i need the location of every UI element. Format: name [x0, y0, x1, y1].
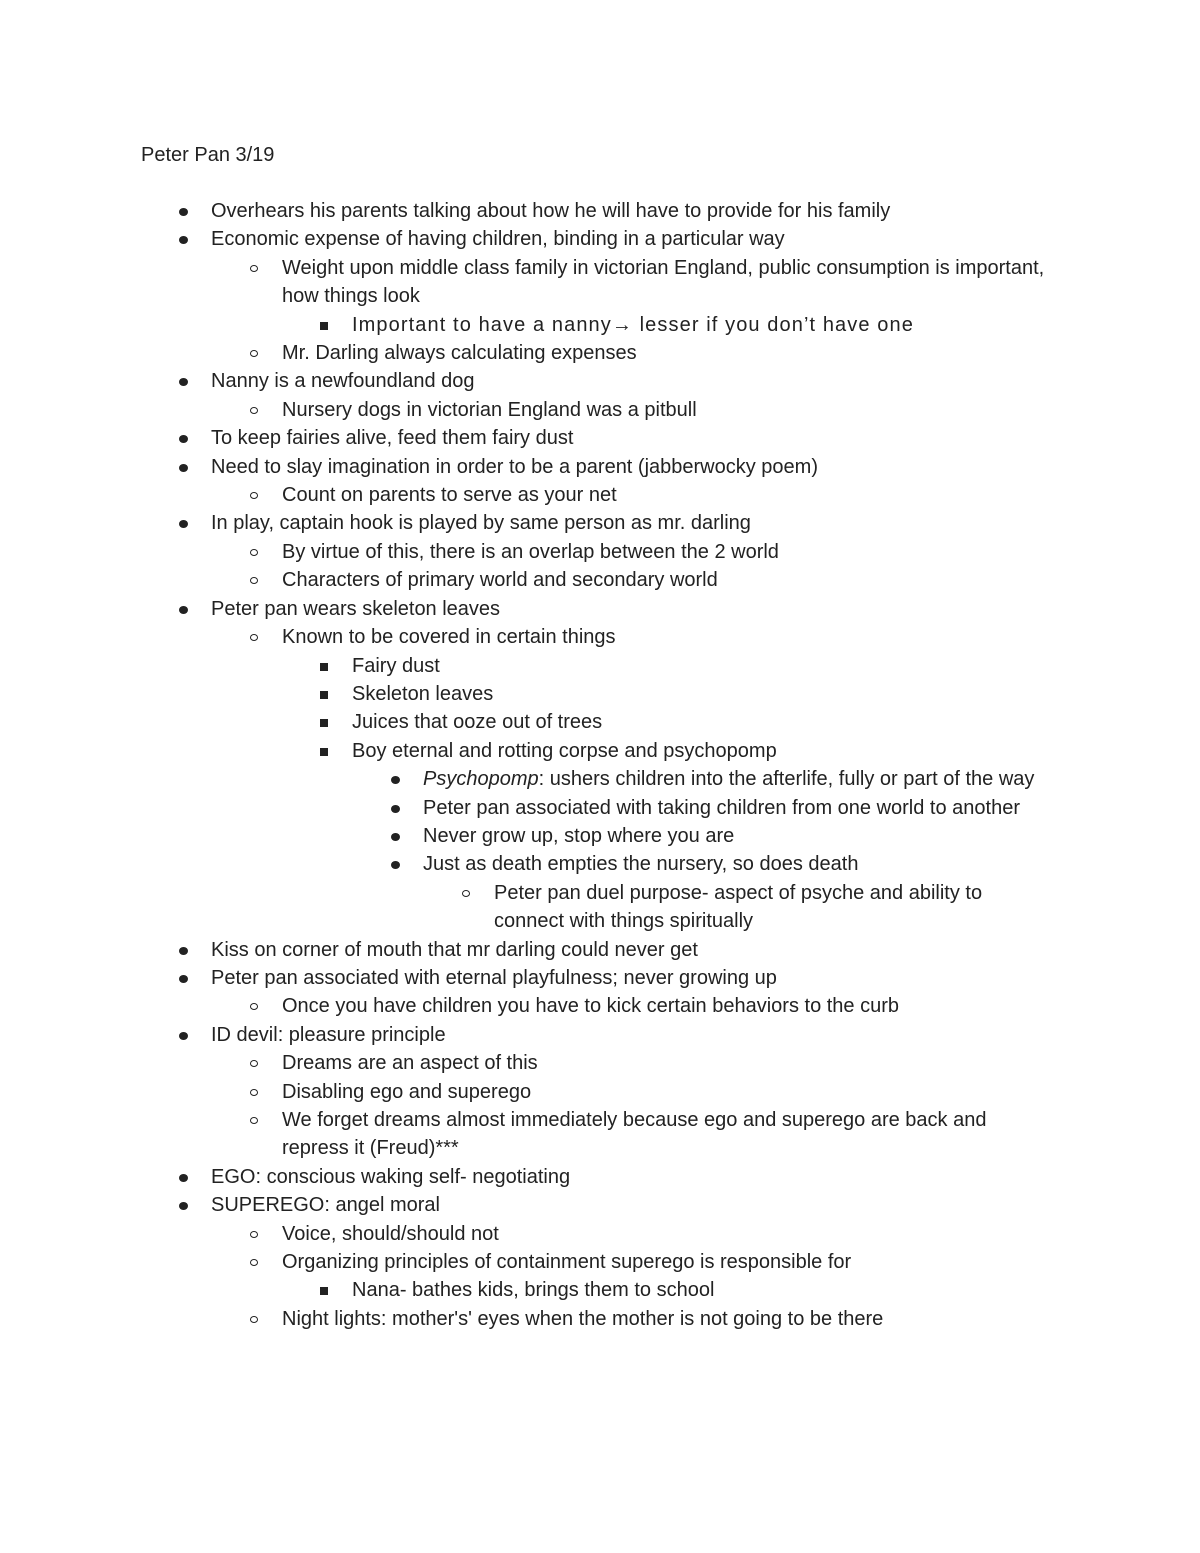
list-item-text: EGO: conscious waking self- negotiating [211, 1165, 571, 1188]
list-item-text: Characters of primary world and secondary world [282, 569, 718, 592]
list-item-text [423, 765, 1053, 793]
disc-bullet-icon [179, 435, 188, 443]
list-item-text: Economic expense of having children, binding in a particular way [211, 228, 785, 251]
list-item [0, 1049, 1052, 1077]
list-item [0, 311, 1052, 339]
list-item [0, 481, 1052, 509]
list-item-text: Need to slay imagination in order to be a parent (jabberwocky poem) [211, 455, 818, 478]
disc-bullet-icon [391, 776, 400, 784]
list-item [0, 992, 1052, 1020]
list-item [0, 879, 1054, 936]
square-bullet-icon [320, 748, 328, 756]
list-item [0, 453, 1051, 481]
list-item [0, 509, 1051, 537]
circle-bullet-icon [250, 549, 258, 556]
list-item [0, 1248, 1052, 1276]
list-item-text: Nursery dogs in victorian England was a pitbull [282, 398, 697, 421]
disc-bullet-icon [391, 805, 400, 813]
list-item [0, 1106, 1052, 1163]
disc-bullet-icon [179, 1202, 188, 1210]
list-item-text: Just as death empties the nursery, so does death [423, 853, 859, 876]
disc-bullet-icon [179, 520, 188, 528]
list-item-text: Count on parents to serve as your net [282, 484, 617, 507]
list-item-text: Disabling ego and superego [282, 1080, 532, 1103]
list-item [0, 822, 1053, 850]
list-item-text: Nana- bathes kids, brings them to school [352, 1279, 715, 1302]
list-item-text: Nanny is a newfoundland dog [211, 370, 475, 393]
disc-bullet-icon [179, 947, 188, 955]
list-item [0, 538, 1052, 566]
list-item [0, 367, 1051, 395]
circle-bullet-icon [250, 1231, 258, 1238]
disc-bullet-icon [179, 1174, 188, 1182]
list-item-text: ID devil: pleasure principle [211, 1023, 446, 1046]
list-item [0, 708, 1052, 736]
disc-bullet-icon [391, 833, 400, 841]
disc-bullet-icon [179, 208, 188, 216]
list-item [0, 765, 1053, 793]
list-item-text: Peter pan associated with taking children from one world to another [423, 796, 1021, 819]
circle-bullet-icon [462, 890, 470, 897]
list-item-text: Overhears his parents talking about how he will have to provide for his family [211, 200, 891, 222]
list-item [0, 623, 1052, 651]
list-item-text: Peter pan associated with eternal playfulness; never growing up [211, 966, 777, 989]
list-item-text: Organizing principles of containment superego is responsible for [282, 1251, 852, 1274]
list-item-text: SUPEREGO: angel moral [211, 1194, 440, 1217]
square-bullet-icon [320, 322, 328, 330]
disc-bullet-icon [179, 1032, 188, 1040]
notes-list [0, 197, 1200, 1333]
list-item-text: By virtue of this, there is an overlap between the 2 world [282, 540, 779, 563]
list-item-text: Peter pan duel purpose- aspect of psyche and ability to connect with things spiritually [494, 881, 983, 933]
list-item-text: Once you have children you have to kick certain behaviors to the curb [282, 995, 900, 1018]
list-item-text: Weight upon middle class family in victorian England, public consumption is important, how things look [282, 256, 1045, 308]
circle-bullet-icon [250, 577, 258, 584]
square-bullet-icon [320, 691, 328, 699]
list-item-text: Boy eternal and rotting corpse and psychopomp [352, 739, 777, 762]
circle-bullet-icon [250, 1259, 258, 1266]
list-item [0, 1078, 1052, 1106]
list-item-text: In play, captain hook is played by same person as mr. darling [211, 512, 751, 535]
list-item-text: Kiss on corner of mouth that mr darling could never get [211, 938, 698, 961]
list-item-text: To keep fairies alive, feed them fairy dust [211, 427, 574, 450]
circle-bullet-icon [250, 350, 258, 357]
circle-bullet-icon [250, 1089, 258, 1096]
list-item-text: Juices that ooze out of trees [352, 711, 603, 734]
disc-bullet-icon [391, 861, 400, 869]
list-item-text: Skeleton leaves [352, 682, 494, 705]
list-item-text: Dreams are an aspect of this [282, 1052, 538, 1075]
list-item-text: Fairy dust [352, 654, 440, 677]
list-item-text: Night lights: mother's' eyes when the mother is not going to be there [282, 1307, 884, 1330]
disc-bullet-icon [179, 464, 188, 472]
disc-bullet-icon [179, 378, 188, 386]
list-item-text: Never grow up, stop where you are [423, 824, 735, 847]
list-item [0, 197, 1051, 225]
square-bullet-icon [320, 663, 328, 671]
circle-bullet-icon [250, 634, 258, 641]
disc-bullet-icon [179, 236, 188, 244]
list-item [0, 737, 1052, 765]
list-item [0, 850, 1053, 878]
list-item [0, 396, 1052, 424]
list-item [0, 1276, 1052, 1304]
list-item-text: Peter pan wears skeleton leaves [211, 597, 501, 620]
square-bullet-icon [320, 719, 328, 727]
list-item [0, 339, 1052, 367]
list-item [0, 424, 1051, 452]
list-item [0, 1305, 1052, 1333]
disc-bullet-icon [179, 606, 188, 614]
list-item [0, 1163, 1051, 1191]
list-item-text: Known to be covered in certain things [282, 626, 616, 649]
list-item-text: Voice, should/should not [282, 1222, 499, 1245]
list-item [0, 794, 1053, 822]
list-item [0, 680, 1052, 708]
list-item [0, 225, 1051, 253]
square-bullet-icon [320, 1287, 328, 1295]
circle-bullet-icon [250, 1117, 258, 1124]
list-item [0, 1191, 1051, 1219]
list-item [0, 936, 1051, 964]
list-item [0, 566, 1052, 594]
list-item-text: Important to have a nanny→ lesser if you don’t have one [352, 313, 914, 336]
list-item [0, 964, 1051, 992]
list-item [0, 595, 1051, 623]
term-definition: : ushers children into the afterlife, fully or part of the way [538, 768, 1035, 791]
circle-bullet-icon [250, 407, 258, 414]
circle-bullet-icon [250, 492, 258, 499]
list-item [0, 254, 1052, 311]
circle-bullet-icon [250, 1060, 258, 1067]
italic-term: Psychopomp [423, 768, 539, 791]
list-item-text: Mr. Darling always calculating expenses [282, 342, 637, 365]
list-item [0, 1021, 1051, 1049]
list-item [0, 1220, 1052, 1248]
page-title: Peter Pan 3/19 [141, 144, 275, 166]
list-item-text: We forget dreams almost immediately because ego and superego are back and repress it (Freud)*** [282, 1109, 987, 1160]
circle-bullet-icon [250, 265, 258, 272]
circle-bullet-icon [250, 1003, 258, 1010]
circle-bullet-icon [250, 1316, 258, 1323]
list-item [0, 652, 1052, 680]
disc-bullet-icon [179, 975, 188, 983]
